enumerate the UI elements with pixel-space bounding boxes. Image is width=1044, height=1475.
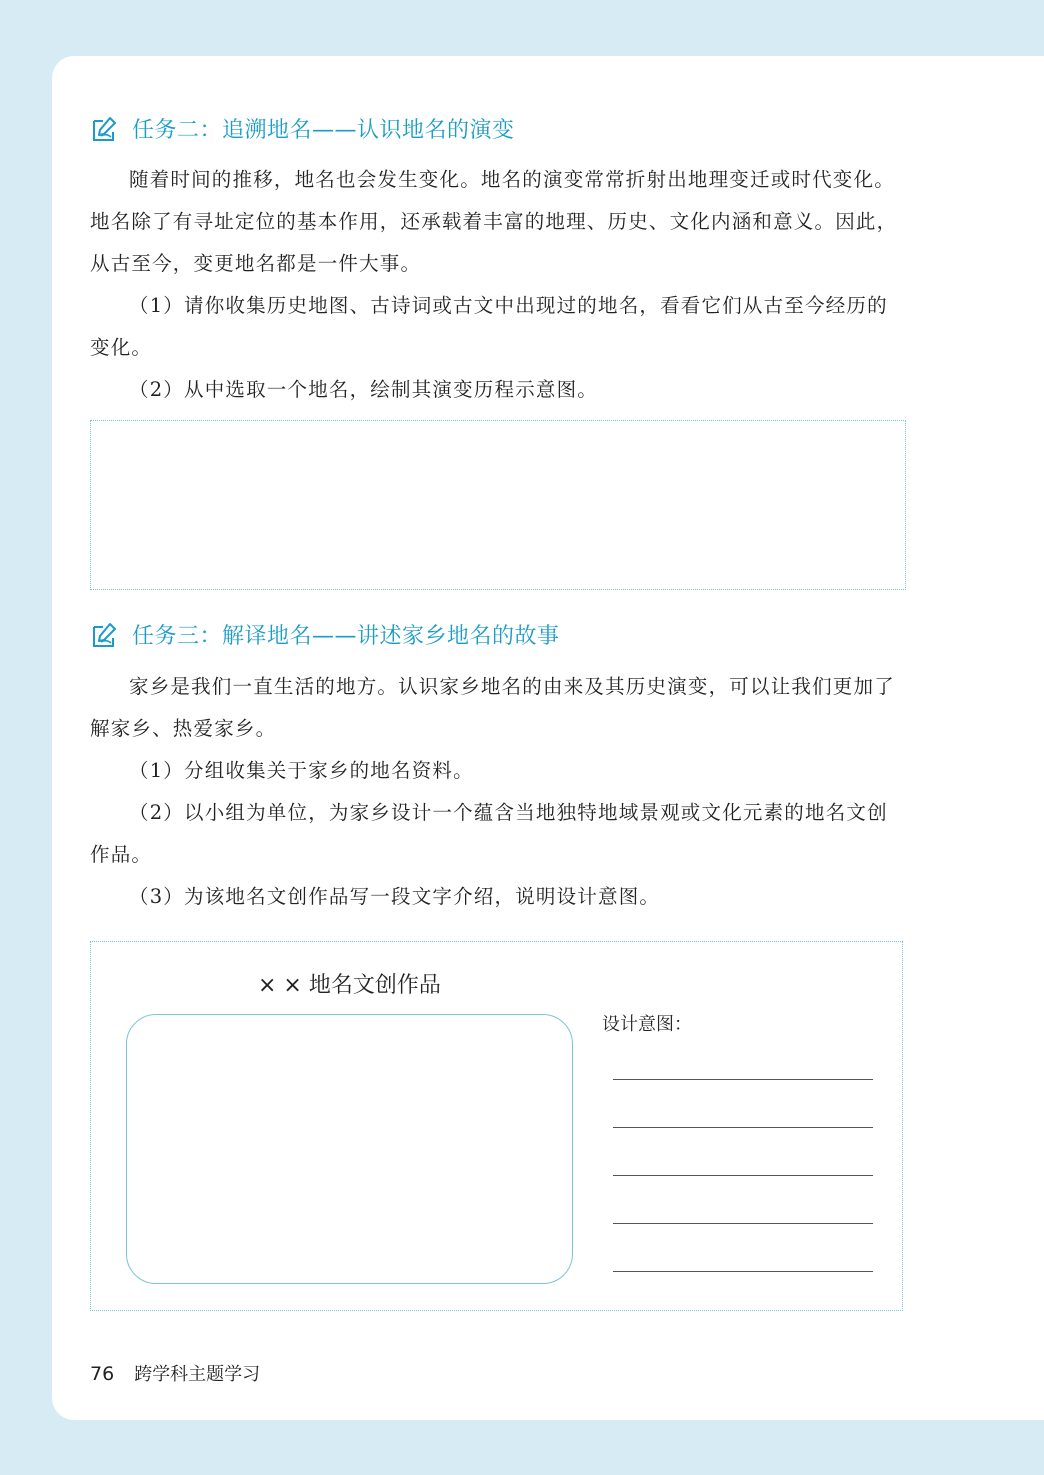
task3-heading-text: 任务三：解译地名——讲述家乡地名的故事 bbox=[132, 624, 560, 649]
writing-line[interactable] bbox=[613, 1271, 873, 1272]
task3-item-3: （3）为该地名文创作品写一段文字介绍，说明设计意图。 bbox=[129, 885, 661, 908]
task2-item-2: （2）从中选取一个地名，绘制其演变历程示意图。 bbox=[129, 378, 599, 401]
evolution-diagram-box[interactable] bbox=[90, 420, 906, 590]
creation-title: × × 地名文创作品 bbox=[258, 973, 441, 998]
task2-paragraph: 随着时间的推移，地名也会发生变化。地名的演变常常折射出地理变迁或时代变化。地名除了有寻址定位的基本作用，还承载着丰富的地理、历史、文化内涵和意义。因此，从古至今，变更地名都是一件大事。 bbox=[90, 168, 898, 275]
book-title: 跨学科主题学习 bbox=[134, 1364, 261, 1385]
writing-line[interactable] bbox=[613, 1223, 873, 1224]
task3-heading bbox=[90, 619, 560, 650]
task2-item-1: （1）请你收集历史地图、古诗词或古文中出现过的地名，看看它们从古至今经历的变化。 bbox=[90, 294, 888, 359]
creation-drawing-area[interactable] bbox=[126, 1014, 573, 1284]
task3-item-2: （2）以小组为单位，为家乡设计一个蕴含当地独特地域景观或文化元素的地名文创作品。 bbox=[90, 801, 888, 866]
pencil-note-icon bbox=[90, 621, 118, 649]
task3-paragraph: 家乡是我们一直生活的地方。认识家乡地名的由来及其历史演变，可以让我们更加了解家乡、热爱家乡。 bbox=[90, 675, 895, 740]
task2-heading-text: 任务二：追溯地名——认识地名的演变 bbox=[132, 118, 515, 143]
pencil-note-icon bbox=[90, 115, 118, 143]
page-number: 76 bbox=[90, 1363, 115, 1385]
page-footer bbox=[90, 1360, 260, 1386]
writing-line[interactable] bbox=[613, 1127, 873, 1128]
writing-line[interactable] bbox=[613, 1079, 873, 1080]
task3-item-1: （1）分组收集关于家乡的地名资料。 bbox=[129, 759, 474, 782]
task2-heading bbox=[90, 113, 515, 144]
writing-line[interactable] bbox=[613, 1175, 873, 1176]
design-intent-label: 设计意图： bbox=[602, 1014, 692, 1035]
textbook-page bbox=[52, 56, 1044, 1420]
